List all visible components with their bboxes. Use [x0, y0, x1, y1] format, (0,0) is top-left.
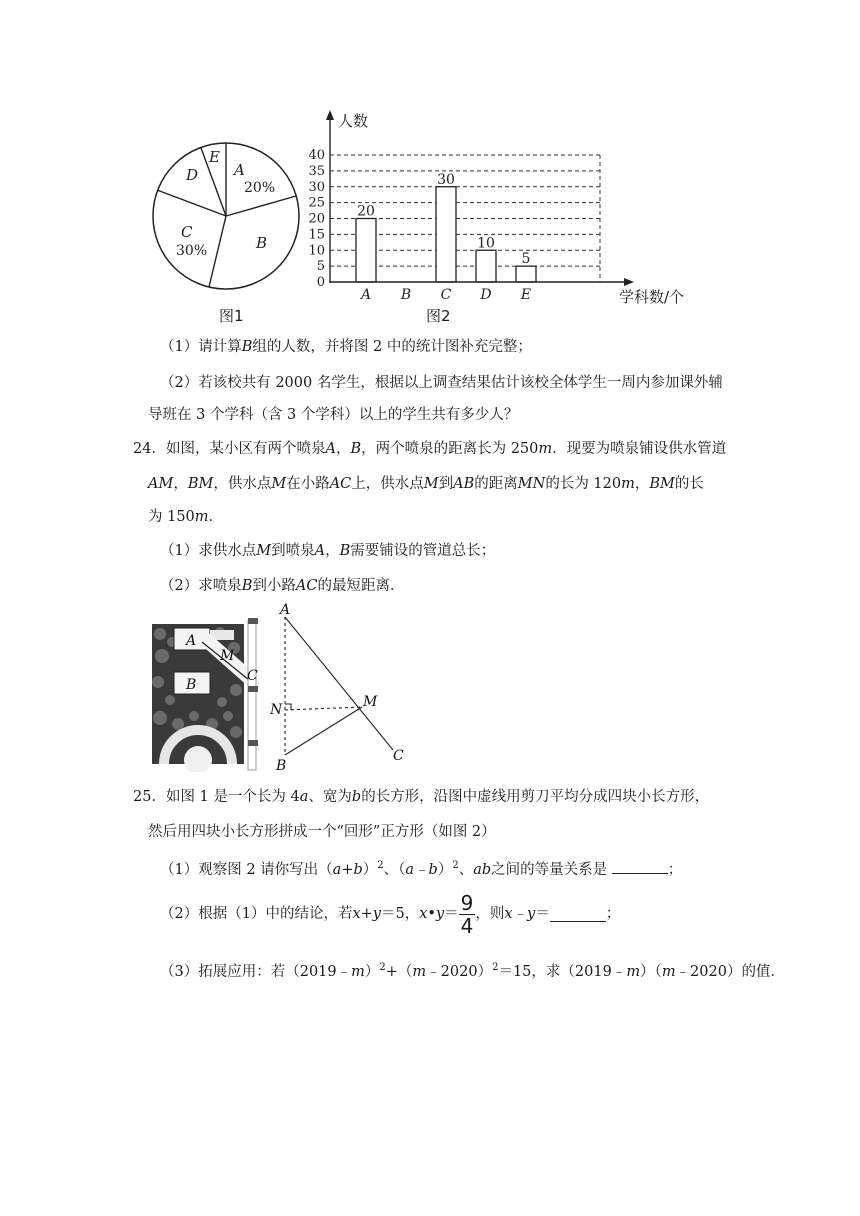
diagram-label-a: A	[280, 602, 291, 618]
figure1-caption: 图1	[219, 307, 244, 325]
bar-c	[436, 187, 456, 282]
answer-blank-2[interactable]	[550, 907, 606, 922]
q24-line1: 24．如图，某小区有两个喷泉A，B，两个喷泉的距离长为 250m．现要为喷泉铺设供水管道	[133, 441, 727, 457]
bar-value-label: 10	[477, 235, 495, 252]
right-angle-mark	[285, 704, 291, 710]
pie-label-d: D	[186, 166, 199, 184]
y-tick-label: 10	[308, 243, 325, 259]
y-tick-label: 30	[308, 179, 325, 195]
segment-ac	[285, 617, 393, 750]
y-tick-label: 25	[308, 195, 325, 211]
q25-line2: 然后用四块小长方形拼成一个“回形”正方形（如图 2）	[148, 824, 496, 840]
bar-value-label: 5	[521, 251, 531, 268]
y-tick-label: 20	[308, 211, 325, 227]
x-tick-label: B	[400, 287, 412, 303]
x-tick-label: C	[440, 287, 452, 303]
pie-percent-c: 30%	[176, 243, 208, 259]
q25-sub1: （1）观察图 2 请你写出$(a+b)^2$、（a﹣b）$^2$、ab之间的等量关系是 ；	[160, 860, 683, 878]
x-axis-arrow	[624, 278, 634, 286]
q24-geometry-diagram	[270, 600, 420, 775]
bar-e	[516, 266, 536, 282]
segment-nm	[285, 707, 362, 710]
q24-sub2: （2）求喷泉B到小路AC的最短距离．	[160, 578, 405, 594]
q24-line2: AM，BM，供水点M在小路AC上，供水点M到AB的距离MN的长为 120m，BM的长	[148, 476, 704, 492]
q24-photo	[150, 612, 270, 772]
diagram-label-m: M	[363, 694, 378, 710]
q25-sub3: （3）拓展应用：若（2019﹣m）$^2$+（m﹣2020）$^2$＝15，求（2019﹣m）（m﹣2020）的值．	[160, 962, 785, 980]
q25-sub2: （2）根据（1）中的结论，若 x+y ＝5， x•y ＝ $\frac{9}{4}$ ，则 x﹣y ＝ ；	[160, 890, 621, 938]
pie-chart	[148, 140, 308, 300]
pie-label-c: C	[181, 223, 193, 241]
x-tick-label: E	[520, 287, 532, 303]
x-axis-label: 学科数/个	[619, 288, 685, 306]
q24-line3: 为 150m．	[148, 509, 224, 525]
y-tick-label: 35	[308, 163, 325, 179]
y-axis-arrow	[326, 110, 334, 120]
pie-percent-a: 20%	[244, 180, 276, 196]
y-tick-label: 5	[316, 259, 325, 275]
q23-part1: （1）请计算B组的人数，并将图 2 中的统计图补充完整；	[160, 339, 532, 355]
photo-label-a: A	[186, 633, 197, 649]
bar-value-label: 30	[437, 171, 455, 188]
pie-label-b: B	[256, 234, 268, 252]
bar-d	[476, 250, 496, 282]
q23-part2-line2: 导班在 3 个学科（含 3 个学科）以上的学生共有多少人？	[148, 407, 519, 423]
diagram-label-c: C	[393, 748, 404, 764]
y-tick-label: 40	[308, 148, 325, 163]
y-axis-label: 人数	[338, 112, 369, 130]
answer-blank-1[interactable]	[612, 859, 668, 874]
figure2-caption: 图2	[426, 307, 451, 325]
fraction-nine-fourths: $\frac{9}{4}$	[460, 890, 474, 938]
diagram-label-n: N	[270, 702, 283, 718]
photo-label-b: B	[186, 677, 197, 693]
diagram-label-b: B	[276, 758, 287, 774]
bar-value-label: 20	[357, 203, 375, 220]
pie-label-a: A	[234, 161, 245, 179]
segment-bm	[285, 707, 362, 755]
q25-line1: 25．如图 1 是一个长为 4a、宽为b的长方形，沿图中虚线用剪刀平均分成四块小长方形，	[133, 789, 710, 805]
y-tick-label: 0	[316, 275, 325, 290]
x-tick-label: A	[360, 287, 372, 303]
bar-chart	[300, 105, 700, 305]
q23-part2-line1: （2）若该校共有 2000 名学生，根据以上调查结果估计该校全体学生一周内参加课外辅	[160, 375, 723, 391]
pie-label-e: E	[209, 148, 220, 166]
x-tick-label: D	[480, 287, 492, 303]
q24-sub1: （1）求供水点M到喷泉A，B需要铺设的管道总长；	[160, 543, 496, 559]
photo-label-m: M	[220, 648, 235, 664]
photo-label-c: C	[247, 668, 258, 684]
y-tick-label: 15	[308, 227, 325, 243]
bar-a	[356, 219, 376, 283]
